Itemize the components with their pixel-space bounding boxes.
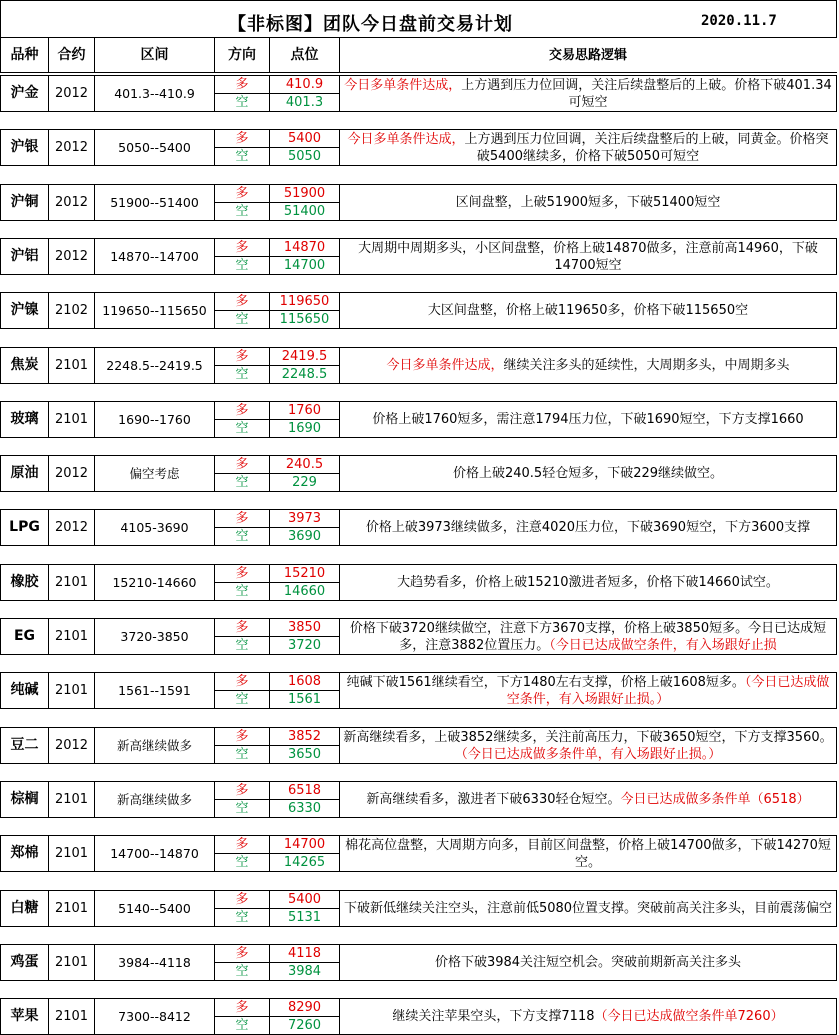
header-points: 点位 <box>270 38 340 72</box>
trade-logic <box>340 456 836 491</box>
product-name: 原油 <box>1 456 49 491</box>
short-point: 14660 <box>283 584 326 599</box>
price-range: 14700--14870 <box>95 836 215 871</box>
direction-short: 空 <box>235 964 249 979</box>
logic-highlight-tail: （今日已达成做多条件单，有入场跟好止损。） <box>454 746 722 762</box>
direction-long: 多 <box>215 402 269 420</box>
long-point: 3852 <box>270 728 339 746</box>
direction-long: 多 <box>215 565 269 583</box>
product-name: 豆二 <box>1 728 49 763</box>
trade-logic <box>340 510 836 545</box>
direction-cell <box>215 402 270 437</box>
price-range: 15210-14660 <box>95 565 215 600</box>
direction-long: 多 <box>215 782 269 800</box>
long-point: 410.9 <box>270 76 339 94</box>
contract-code: 2101 <box>49 782 95 817</box>
points-cell <box>270 76 340 111</box>
table-row <box>0 944 837 981</box>
logic-text: 棉花高位盘整，大周期方向多，目前区间盘整，价格上破14700做多，下破14270短空。 <box>345 837 831 870</box>
product-name: 沪铜 <box>1 185 49 220</box>
short-point: 3690 <box>287 529 322 544</box>
logic-highlight: 今日多单条件达成， <box>386 358 504 373</box>
table-row <box>0 292 837 329</box>
price-range: 119650--115650 <box>95 293 215 328</box>
points-cell <box>270 293 340 328</box>
points-cell <box>270 836 340 871</box>
short-point: 14265 <box>283 855 326 870</box>
direction-short: 空 <box>235 1018 249 1033</box>
product-name: 沪银 <box>1 130 49 165</box>
price-range: 3720-3850 <box>95 619 215 654</box>
direction-short: 空 <box>235 747 249 762</box>
logic-text: 上方遇到压力位回调，关注后续盘整后的上破。价格下破401.34可短空 <box>461 77 832 110</box>
direction-long: 多 <box>215 76 269 94</box>
points-cell <box>270 891 340 926</box>
direction-short: 空 <box>235 910 249 925</box>
price-range: 401.3--410.9 <box>95 76 215 111</box>
header-logic: 交易思路逻辑 <box>548 47 627 63</box>
long-point: 1760 <box>270 402 339 420</box>
long-point: 3973 <box>270 510 339 528</box>
direction-short: 空 <box>235 638 249 653</box>
trade-logic <box>340 728 836 763</box>
direction-long: 多 <box>215 239 269 257</box>
trade-logic <box>340 76 836 111</box>
direction-cell <box>215 999 270 1034</box>
logic-highlight: 今日多单条件达成， <box>347 131 465 147</box>
direction-cell <box>215 673 270 708</box>
short-point: 51400 <box>283 204 326 219</box>
direction-long: 多 <box>215 673 269 691</box>
table-row <box>0 75 837 112</box>
direction-short: 空 <box>235 529 249 544</box>
trade-logic <box>340 619 836 654</box>
direction-cell <box>215 456 270 491</box>
contract-code: 2101 <box>49 891 95 926</box>
short-point: 3650 <box>287 747 322 762</box>
logic-highlight-tail: 今日已达成做多条件单（6518） <box>620 792 810 807</box>
table-row <box>0 347 837 384</box>
direction-long: 多 <box>215 945 269 963</box>
contract-code: 2012 <box>49 76 95 111</box>
points-cell <box>270 239 340 274</box>
price-range: 5050--5400 <box>95 130 215 165</box>
contract-code: 2101 <box>49 945 95 980</box>
long-point: 14700 <box>270 836 339 854</box>
logic-text: 新高继续看多，激进者下破6330轻仓短空。 <box>366 792 621 807</box>
short-point: 7260 <box>287 1018 322 1033</box>
contract-code: 2101 <box>49 999 95 1034</box>
short-point: 229 <box>292 475 317 490</box>
direction-short: 空 <box>235 421 249 436</box>
direction-short: 空 <box>235 367 249 382</box>
price-range: 新高继续做多 <box>95 782 215 817</box>
short-point: 5050 <box>287 149 322 164</box>
logic-text: 价格上破1760短多，需注意1794压力位，下破1690短空，下方支撑1660 <box>372 412 804 427</box>
contract-code: 2012 <box>49 510 95 545</box>
product-name: 郑棉 <box>1 836 49 871</box>
price-range: 51900--51400 <box>95 185 215 220</box>
points-cell <box>270 130 340 165</box>
direction-short: 空 <box>235 149 249 164</box>
logic-highlight: 今日多单条件达成， <box>344 77 462 93</box>
direction-long: 多 <box>215 510 269 528</box>
contract-code: 2101 <box>49 673 95 708</box>
contract-code: 2012 <box>49 130 95 165</box>
contract-code: 2012 <box>49 456 95 491</box>
direction-cell <box>215 836 270 871</box>
logic-text: 新高继续看多，上破3852继续多，关注前高压力，下破3650短空，下方支撑3560。 <box>343 729 833 745</box>
direction-long: 多 <box>215 185 269 203</box>
direction-short: 空 <box>235 801 249 816</box>
logic-highlight-tail: （今日已达成做空条件单7260） <box>594 1009 784 1024</box>
trade-logic <box>340 565 836 600</box>
table-row <box>0 835 837 872</box>
direction-short: 空 <box>235 95 249 110</box>
long-point: 1608 <box>270 673 339 691</box>
long-point: 5400 <box>270 130 339 148</box>
long-point: 2419.5 <box>270 348 339 366</box>
product-name: 棕榈 <box>1 782 49 817</box>
page-title: 【非标图】团队今日盘前交易计划 <box>228 14 513 35</box>
direction-cell <box>215 619 270 654</box>
contract-code: 2012 <box>49 239 95 274</box>
price-range: 1561--1591 <box>95 673 215 708</box>
direction-long: 多 <box>215 836 269 854</box>
long-point: 15210 <box>270 565 339 583</box>
direction-cell <box>215 945 270 980</box>
direction-cell <box>215 782 270 817</box>
points-cell <box>270 510 340 545</box>
logic-text: 下破新低继续关注空头，注意前低5080位置支撑。突破前高关注多头，目前震荡偏空 <box>343 901 833 916</box>
product-name: LPG <box>1 510 49 545</box>
direction-cell <box>215 293 270 328</box>
price-range: 偏空考虑 <box>95 456 215 491</box>
points-cell <box>270 673 340 708</box>
short-point: 2248.5 <box>281 367 328 382</box>
direction-long: 多 <box>215 999 269 1017</box>
long-point: 5400 <box>270 891 339 909</box>
direction-cell <box>215 239 270 274</box>
contract-code: 2101 <box>49 402 95 437</box>
logic-text: 区间盘整，上破51900短多，下破51400短空 <box>455 195 721 210</box>
short-point: 401.3 <box>285 95 324 110</box>
trade-logic <box>340 782 836 817</box>
points-cell <box>270 782 340 817</box>
long-point: 3850 <box>270 619 339 637</box>
trade-logic <box>340 185 836 220</box>
direction-long: 多 <box>215 456 269 474</box>
long-point: 240.5 <box>270 456 339 474</box>
product-name: 沪铝 <box>1 239 49 274</box>
price-range: 7300--8412 <box>95 999 215 1034</box>
long-point: 4118 <box>270 945 339 963</box>
direction-cell <box>215 348 270 383</box>
price-range: 新高继续做多 <box>95 728 215 763</box>
points-cell <box>270 565 340 600</box>
points-cell <box>270 456 340 491</box>
direction-short: 空 <box>235 204 249 219</box>
direction-short: 空 <box>235 584 249 599</box>
header-product: 品种 <box>1 38 49 72</box>
direction-cell <box>215 130 270 165</box>
logic-highlight-tail: （今日已达成做空条件，有入场跟好止损 <box>549 637 777 653</box>
title-bar <box>0 0 837 38</box>
contract-code: 2101 <box>49 565 95 600</box>
price-range: 3984--4118 <box>95 945 215 980</box>
price-range: 2248.5--2419.5 <box>95 348 215 383</box>
header-range: 区间 <box>95 38 215 72</box>
short-point: 3720 <box>287 638 322 653</box>
trade-logic <box>340 348 836 383</box>
short-point: 6330 <box>287 801 322 816</box>
product-name: 沪金 <box>1 76 49 111</box>
header-contract: 合约 <box>49 38 95 72</box>
trade-logic <box>340 891 836 926</box>
long-point: 8290 <box>270 999 339 1017</box>
table-row <box>0 781 837 818</box>
product-name: 鸡蛋 <box>1 945 49 980</box>
direction-long: 多 <box>215 348 269 366</box>
table-row <box>0 727 837 764</box>
direction-short: 空 <box>235 692 249 707</box>
points-cell <box>270 945 340 980</box>
logic-text: 纯碱下破1561继续看空，下方1480左右支撑，价格上破1608短多。 <box>346 674 745 690</box>
product-name: 白糖 <box>1 891 49 926</box>
price-range: 4105-3690 <box>95 510 215 545</box>
short-point: 5131 <box>287 910 322 925</box>
trade-logic <box>340 673 836 708</box>
direction-cell <box>215 728 270 763</box>
logic-text: 价格上破240.5轻仓短多，下破229继续做空。 <box>452 466 724 481</box>
direction-cell <box>215 891 270 926</box>
direction-short: 空 <box>235 855 249 870</box>
trade-logic <box>340 130 836 165</box>
table-row <box>0 238 837 275</box>
direction-cell <box>215 76 270 111</box>
logic-text: 大区间盘整，价格上破119650多，价格下破115650空 <box>427 303 749 318</box>
logic-text: 上方遇到压力位回调，关注后续盘整后的上破，同黄金。价格突破5400继续多，价格下破5050可短空 <box>464 131 829 164</box>
direction-short: 空 <box>235 312 249 327</box>
product-name: 玻璃 <box>1 402 49 437</box>
contract-code: 2101 <box>49 619 95 654</box>
short-point: 3984 <box>287 964 322 979</box>
table-row <box>0 998 837 1035</box>
logic-text: 价格下破3984关注短空机会。突破前期新高关注多头 <box>434 955 742 970</box>
long-point: 6518 <box>270 782 339 800</box>
trade-logic <box>340 945 836 980</box>
product-name: 纯碱 <box>1 673 49 708</box>
product-name: EG <box>1 619 49 654</box>
short-point: 1690 <box>287 421 322 436</box>
contract-code: 2102 <box>49 293 95 328</box>
points-cell <box>270 185 340 220</box>
price-range: 5140--5400 <box>95 891 215 926</box>
price-range: 1690--1760 <box>95 402 215 437</box>
trade-logic <box>340 999 836 1034</box>
direction-short: 空 <box>235 475 249 490</box>
long-point: 51900 <box>270 185 339 203</box>
logic-text: 价格下破3720继续做空，注意下方3670支撑，价格上破3850短多。今日已达成短多，注意3882位置压力。 <box>349 620 827 653</box>
table-row <box>0 129 837 166</box>
direction-cell <box>215 510 270 545</box>
table-row <box>0 618 837 655</box>
short-point: 14700 <box>283 258 326 273</box>
trade-logic <box>340 239 836 274</box>
short-point: 1561 <box>287 692 322 707</box>
logic-text: 价格上破3973继续做多，注意4020压力位，下破3690短空，下方3600支撑 <box>365 520 811 535</box>
logic-highlight-tail: （今日已达成做空条件，有入场跟好止损。） <box>506 674 830 707</box>
table-row <box>0 564 837 601</box>
trade-logic <box>340 293 836 328</box>
points-cell <box>270 728 340 763</box>
price-range: 14870--14700 <box>95 239 215 274</box>
product-name: 沪镍 <box>1 293 49 328</box>
product-name: 苹果 <box>1 999 49 1034</box>
table-header <box>0 37 837 73</box>
points-cell <box>270 999 340 1034</box>
direction-long: 多 <box>215 619 269 637</box>
long-point: 14870 <box>270 239 339 257</box>
contract-code: 2012 <box>49 728 95 763</box>
logic-text: 继续关注多头的延续性，大周期多头，中周期多头 <box>503 358 790 373</box>
contract-code: 2101 <box>49 836 95 871</box>
table-row <box>0 401 837 438</box>
direction-cell <box>215 565 270 600</box>
direction-cell <box>215 185 270 220</box>
direction-long: 多 <box>215 728 269 746</box>
product-name: 橡胶 <box>1 565 49 600</box>
trade-logic <box>340 402 836 437</box>
points-cell <box>270 402 340 437</box>
contract-code: 2101 <box>49 348 95 383</box>
direction-long: 多 <box>215 130 269 148</box>
direction-long: 多 <box>215 293 269 311</box>
logic-text: 大周期中周期多头，小区间盘整，价格上破14870做多，注意前高14960，下破14700短空 <box>358 240 818 273</box>
table-row <box>0 184 837 221</box>
header-direction: 方向 <box>215 38 270 72</box>
table-row <box>0 509 837 546</box>
trade-logic <box>340 836 836 871</box>
contract-code: 2012 <box>49 185 95 220</box>
direction-long: 多 <box>215 891 269 909</box>
points-cell <box>270 619 340 654</box>
direction-short: 空 <box>235 258 249 273</box>
product-name: 焦炭 <box>1 348 49 383</box>
plan-date: 2020.11.7 <box>701 13 777 29</box>
logic-text: 继续关注苹果空头，下方支撑7118 <box>392 1009 595 1024</box>
points-cell <box>270 348 340 383</box>
short-point: 115650 <box>279 312 330 327</box>
table-row <box>0 672 837 709</box>
logic-text: 大趋势看多，价格上破15210激进者短多，价格下破14660试空。 <box>397 575 779 590</box>
table-row <box>0 455 837 492</box>
long-point: 119650 <box>270 293 339 311</box>
table-row <box>0 890 837 927</box>
